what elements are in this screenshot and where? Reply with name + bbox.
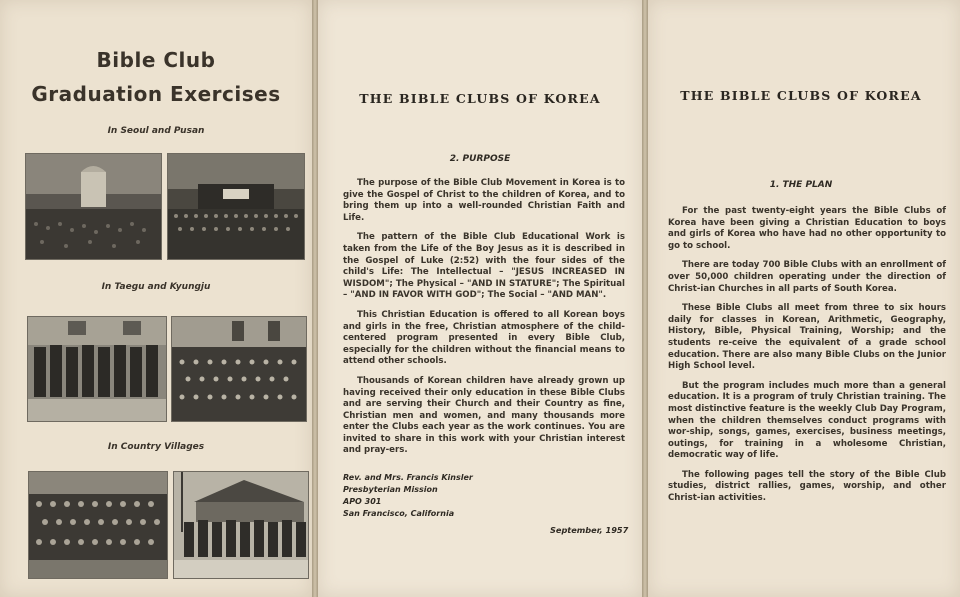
purpose-paragraph-3: This Christian Education is offered to all Korean boys and girls in the free, Christian atmosphere of the child-centered program presented in every Bible Club, especially for the children without the financial means to attend other schools.: [343, 309, 625, 367]
signature-mission: Presbyterian Mission: [343, 485, 438, 494]
document-date: September, 1957: [550, 525, 629, 535]
caption-taegu-kyungju: In Taegu and Kyungju: [101, 282, 211, 292]
photo-pusan-group: [167, 153, 305, 260]
caption-seoul-pusan: In Seoul and Pusan: [107, 126, 205, 136]
photo-seoul-hall: [25, 153, 162, 260]
plan-paragraph-3: These Bible Clubs all meet from three to six hours daily for classes in Korean, Arithmetic, Geography, History, Bible, Physical Training, Worship; and the students re-ceive the equivalent of a grade school education. There are also many Bible Clubs on the Junior High School level.: [668, 303, 946, 372]
plan-subheading: 1. THE PLAN: [769, 180, 833, 190]
signature-name: Rev. and Mrs. Francis Kinsler: [343, 473, 473, 482]
plan-paragraph-4: But the program includes much more than a general education. It is a program of truly Christian training. The most distinctive feature is the weekly Club Day Program, when the children themselves conduct programs with wor-ship, songs, games, exercises, business meetings, outings, for training in a wholesome Christian, democratic way of life.: [668, 380, 946, 461]
caption-country-villages: In Country Villages: [107, 442, 205, 452]
purpose-body: [343, 178, 625, 465]
plan-body: [668, 206, 946, 513]
purpose-paragraph-4: Thousands of Korean children have already grown up having received their only education in these Bible Clubs and are serving their Church and their Country as fine, Christian men and women, and many thousands more enter the Clubs each year as the work continues. You are invited to share in this work with your Christian interest and pray-ers.: [343, 375, 625, 456]
plan-paragraph-5: The following pages tell the story of the Bible Club studies, district rallies, games, worship, and other Christ-ian activities.: [668, 469, 946, 504]
middle-panel: [318, 0, 642, 597]
cover-title-line1: Bible Club: [96, 48, 216, 72]
purpose-paragraph-2: The pattern of the Bible Club Educational Work is taken from the Life of the Boy Jesus as it is described in the Gospel of Luke (2:52) with the four sides of the child's Life: The Intellectual – "JESUS INCREASED IN WISDOM"; The Physical – "AND IN STATURE"; The Spiritual – "AND IN FAVOR WITH GOD"; The Social – "AND MAN".: [343, 232, 625, 301]
photo-village-group-1: [28, 471, 168, 579]
middle-heading: THE BIBLE CLUBS OF KOREA: [359, 91, 601, 106]
photo-village-group-2: [173, 471, 309, 579]
right-heading: THE BIBLE CLUBS OF KOREA: [680, 88, 922, 103]
plan-paragraph-1: For the past twenty-eight years the Bible Clubs of Korea have been giving a Christian Education to boys and girls of Korea who have had no other opportunity to go to school.: [668, 206, 946, 251]
photo-taegu-group: [27, 316, 167, 422]
signature-city: San Francisco, California: [343, 509, 455, 518]
signature-apo: APO 301: [343, 497, 382, 506]
plan-paragraph-2: There are today 700 Bible Clubs with an enrollment of over 50,000 children operating under the direction of Christ-ian Churches in all parts of South Korea.: [668, 260, 946, 294]
signature-block: [343, 472, 473, 520]
purpose-subheading: 2. PURPOSE: [449, 154, 511, 164]
photo-kyungju-group: [171, 316, 307, 422]
left-panel: [0, 0, 312, 597]
right-panel: [648, 0, 960, 597]
cover-title-line2: Graduation Exercises: [31, 82, 281, 106]
purpose-paragraph-1: The purpose of the Bible Club Movement in Korea is to give the Gospel of Christ to the children of Korea, and to bring them up into a well-rounded Christian Faith and Life.: [343, 178, 625, 223]
